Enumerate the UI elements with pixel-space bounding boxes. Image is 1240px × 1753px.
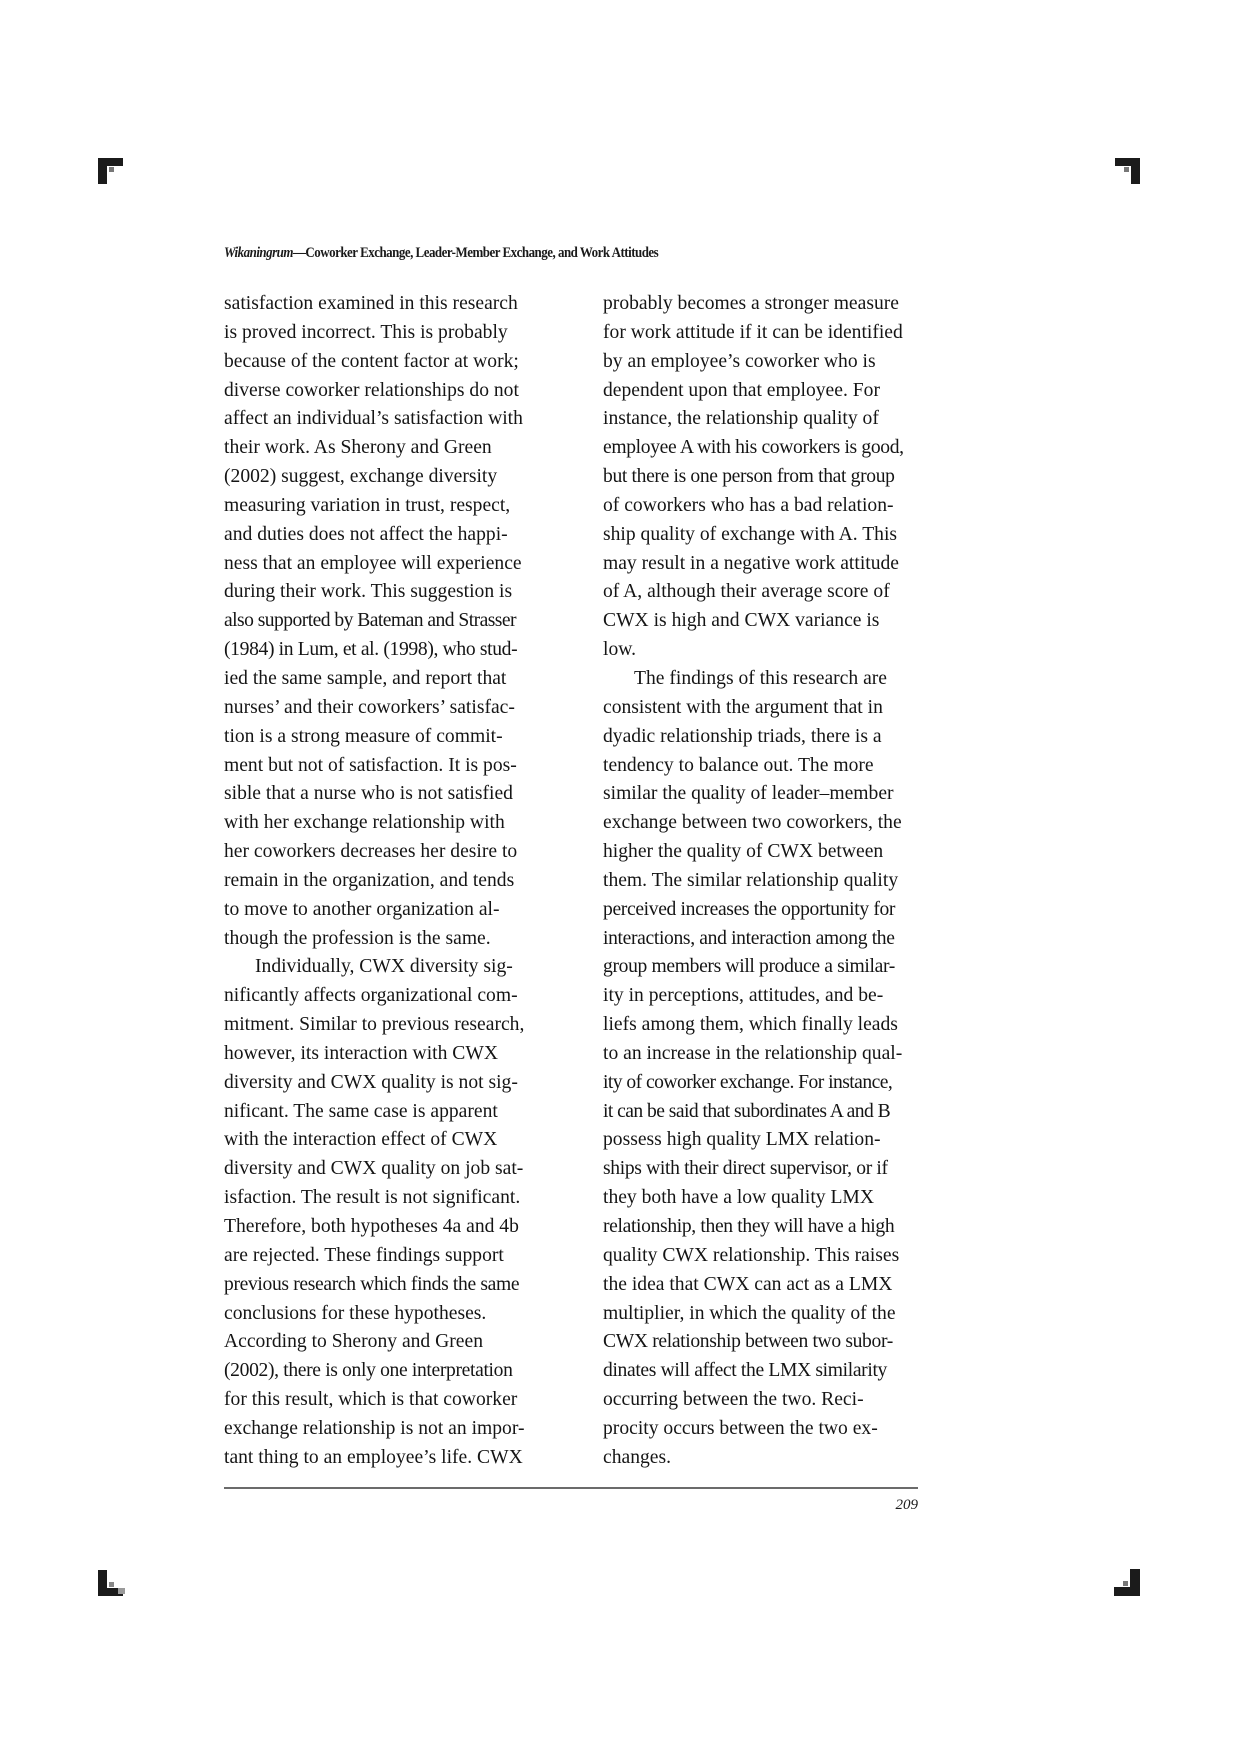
text-line: ness that an employee will experience: [224, 552, 522, 574]
text-line: satisfaction examined in this research: [224, 293, 518, 314]
text-line: but there is one person from that group: [603, 466, 895, 488]
text-line: because of the content factor at work;: [224, 350, 519, 372]
text-line: affect an individual’s satisfaction with: [224, 408, 523, 430]
body-columns: [224, 290, 918, 1473]
text-line: isfaction. The result is not significant.: [224, 1187, 521, 1209]
text-line: conclusions for these hypotheses.: [224, 1302, 487, 1324]
text-line: tendency to balance out. The more: [603, 754, 874, 776]
text-line: their work. As Sherony and Green: [224, 437, 492, 459]
text-line: Therefore, both hypotheses 4a and 4b: [224, 1216, 519, 1237]
text-line: tion is a strong measure of commit-: [224, 725, 503, 747]
text-line: though the profession is the same.: [224, 927, 491, 949]
text-line: similar the quality of leader–member: [603, 783, 894, 805]
text-line: low.: [603, 639, 637, 661]
crop-mark-top-right: [1110, 158, 1140, 188]
crop-mark-bottom-right: [1110, 1566, 1140, 1596]
text-line: mitment. Similar to previous research,: [224, 1014, 525, 1036]
text-line: of coworkers who has a bad relation-: [603, 494, 894, 516]
text-line: ity of coworker exchange. For instance,: [603, 1071, 893, 1093]
text-line: perceived increases the opportunity for: [603, 898, 896, 920]
left-column: [224, 290, 539, 1473]
text-line: multiplier, in which the quality of the: [603, 1302, 896, 1324]
text-line: ships with their direct supervisor, or if: [603, 1158, 888, 1180]
text-line: previous research which finds the same: [224, 1273, 520, 1295]
text-line: instance, the relationship quality of: [603, 408, 879, 430]
right-paragraph-1: [603, 290, 918, 665]
text-line: The findings of this research are: [634, 667, 887, 689]
text-line: with the interaction effect of CWX: [224, 1129, 498, 1151]
text-line: dinates will affect the LMX similarity: [603, 1360, 887, 1382]
running-head-separator: —: [292, 245, 306, 261]
text-line: the idea that CWX can act as a LMX: [603, 1273, 893, 1295]
left-paragraph-2: [224, 953, 539, 1472]
text-line: Individually, CWX diversity sig-: [255, 956, 513, 978]
text-line: liefs among them, which finally leads: [603, 1014, 898, 1036]
text-line: ied the same sample, and report that: [224, 667, 507, 689]
right-column: [603, 290, 918, 1473]
text-line: of A, although their average score of: [603, 581, 890, 603]
text-line: for this result, which is that coworker: [224, 1389, 518, 1411]
page-number: 209: [895, 1497, 918, 1513]
text-line: her coworkers decreases her desire to: [224, 841, 518, 863]
text-line: by an employee’s coworker who is: [603, 350, 876, 372]
right-paragraph-2: [603, 665, 918, 1473]
text-line: nificant. The same case is apparent: [224, 1100, 498, 1122]
running-head-title: Coworker Exchange, Leader-Member Exchange, and Work Attitudes: [305, 245, 659, 261]
text-line: higher the quality of CWX between: [603, 841, 884, 863]
text-line: to move to another organization al-: [224, 898, 500, 920]
text-line: however, its interaction with CWX: [224, 1042, 499, 1064]
text-line: changes.: [603, 1446, 672, 1468]
text-line: probably becomes a stronger measure: [603, 293, 899, 314]
text-line: may result in a negative work attitude: [603, 552, 899, 574]
text-line: group members will produce a similar-: [603, 956, 895, 978]
text-line: diversity and CWX quality is not sig-: [224, 1071, 518, 1093]
text-line: tant thing to an employee’s life. CWX: [224, 1446, 523, 1468]
text-line: with her exchange relationship with: [224, 812, 505, 834]
text-line: ship quality of exchange with A. This: [603, 523, 898, 545]
text-line: also supported by Bateman and Strasser: [224, 610, 516, 632]
text-line: nurses’ and their coworkers’ satisfac-: [224, 696, 515, 718]
text-line: to an increase in the relationship qual-: [603, 1042, 903, 1064]
text-line: during their work. This suggestion is: [224, 581, 513, 603]
crop-mark-bottom-left: [98, 1566, 128, 1596]
text-line: interactions, and interaction among the: [603, 927, 895, 949]
text-line: According to Sherony and Green: [224, 1331, 483, 1353]
text-line: (1984) in Lum, et al. (1998), who stud-: [224, 639, 518, 661]
text-line: exchange between two coworkers, the: [603, 812, 902, 834]
text-line: possess high quality LMX relation-: [603, 1129, 881, 1151]
text-line: sible that a nurse who is not satisfied: [224, 783, 513, 805]
text-line: quality CWX relationship. This raises: [603, 1244, 900, 1266]
crop-mark-top-left: [98, 158, 128, 188]
footer-rule: [224, 1487, 918, 1489]
text-line: diverse coworker relationships do not: [224, 379, 519, 401]
text-line: (2002), there is only one interpretation: [224, 1360, 513, 1382]
text-line: ity in perceptions, attitudes, and be-: [603, 985, 884, 1007]
text-line: CWX is high and CWX variance is: [603, 610, 880, 632]
running-head-author: Wikaningrum: [224, 245, 293, 261]
text-line: remain in the organization, and tends: [224, 869, 515, 891]
text-line: nificantly affects organizational com-: [224, 985, 518, 1007]
text-line: consistent with the argument that in: [603, 696, 883, 718]
text-line: dependent upon that employee. For: [603, 379, 880, 401]
text-line: them. The similar relationship quality: [603, 869, 899, 891]
text-line: measuring variation in trust, respect,: [224, 494, 511, 516]
text-line: diversity and CWX quality on job sat-: [224, 1158, 524, 1180]
text-line: CWX relationship between two subor-: [603, 1331, 893, 1353]
text-line: dyadic relationship triads, there is a: [603, 725, 882, 747]
text-line: ment but not of satisfaction. It is pos-: [224, 754, 517, 776]
left-paragraph-1: [224, 290, 539, 953]
text-line: exchange relationship is not an impor-: [224, 1417, 525, 1439]
text-line: and duties does not affect the happi-: [224, 523, 508, 545]
text-line: for work attitude if it can be identified: [603, 321, 903, 343]
text-line: is proved incorrect. This is probably: [224, 321, 508, 343]
text-line: employee A with his coworkers is good,: [603, 437, 904, 459]
text-line: (2002) suggest, exchange diversity: [224, 466, 498, 488]
text-line: are rejected. These findings support: [224, 1244, 504, 1266]
text-line: occurring between the two. Reci-: [603, 1389, 864, 1411]
text-line: procity occurs between the two ex-: [603, 1417, 878, 1439]
running-head: [224, 245, 854, 262]
text-line: it can be said that subordinates A and B: [603, 1100, 891, 1122]
text-line: they both have a low quality LMX: [603, 1187, 874, 1209]
text-line: relationship, then they will have a high: [603, 1216, 895, 1237]
